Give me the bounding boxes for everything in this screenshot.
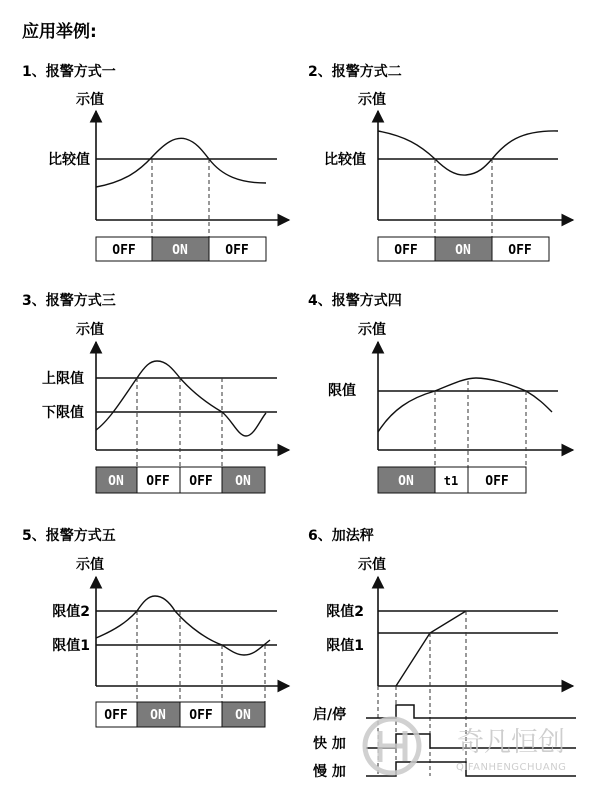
panel-1-seg-3-label: OFF	[225, 243, 249, 258]
panel-4-title: 4、报警方式四	[308, 293, 402, 309]
panel-5-seg-4-label: ON	[235, 708, 251, 723]
panel-1-title: 1、报警方式一	[22, 64, 116, 80]
panel-5-seg-1-label: OFF	[104, 708, 128, 723]
panel-5-upper-label: 限值2	[52, 604, 90, 620]
panel-4-seg-1-label: ON	[398, 474, 414, 489]
panel-6-start-stop-label: 启/停	[313, 707, 347, 723]
panel-5	[22, 527, 289, 727]
panel-5-title: 5、报警方式五	[22, 528, 116, 544]
panel-3-seg-3-label: OFF	[189, 474, 213, 489]
panel-6-slow-feed-label: 慢 加	[313, 764, 346, 780]
panel-3-ylabel: 示值	[76, 322, 104, 338]
panel-3-title: 3、报警方式三	[22, 293, 116, 309]
panel-6-fast-feed-label: 快 加	[313, 736, 346, 752]
panel-1-ylabel: 示值	[76, 92, 104, 108]
panel-2-seg-1-label: OFF	[394, 243, 418, 258]
panel-2-ylabel: 示值	[358, 92, 386, 108]
panel-4-seg-2-label: t1	[443, 474, 459, 488]
panel-3-seg-1-label: ON	[108, 474, 124, 489]
panel-5-seg-3-label: OFF	[189, 708, 213, 723]
panel-6-weight-curve	[396, 611, 466, 686]
panel-2-title: 2、报警方式二	[308, 64, 402, 80]
panel-1-seg-2-label: ON	[172, 243, 188, 258]
page-title: 应用举例:	[22, 22, 97, 42]
panel-6-lower-label: 限值1	[326, 638, 364, 654]
panel-3-curve	[96, 361, 266, 436]
panel-1-level-label: 比较值	[48, 152, 90, 168]
panel-6-title: 6、加法秤	[308, 528, 374, 544]
panel-2-curve	[378, 131, 558, 175]
panel-5-ylabel: 示值	[76, 557, 104, 573]
panel-1-curve	[96, 138, 266, 187]
panel-6-upper-label: 限值2	[326, 604, 364, 620]
panel-4-level-label: 限值	[328, 383, 356, 399]
panel-2	[308, 63, 573, 261]
panel-5-curve	[96, 596, 270, 655]
panel-3	[22, 292, 289, 493]
watermark-pinyin: QIFANHENGCHUANG	[456, 762, 567, 773]
panel-3-upper-label: 上限值	[42, 371, 84, 387]
panel-2-level-label: 比较值	[324, 152, 366, 168]
panel-2-seg-3-label: OFF	[508, 243, 532, 258]
panel-4-seg-3-label: OFF	[485, 474, 509, 489]
panel-6-start-stop-signal	[366, 705, 576, 718]
panel-6-ylabel: 示值	[358, 557, 386, 573]
watermark-brand: 奇凡恒创	[457, 727, 565, 758]
panel-3-lower-label: 下限值	[42, 405, 84, 421]
panel-4	[308, 292, 573, 493]
panel-3-seg-4-label: ON	[235, 474, 251, 489]
panel-1-seg-1-label: OFF	[112, 243, 136, 258]
panel-5-seg-2-label: ON	[150, 708, 166, 723]
panel-2-seg-2-label: ON	[455, 243, 471, 258]
panel-3-seg-2-label: OFF	[146, 474, 170, 489]
panel-5-lower-label: 限值1	[52, 638, 90, 654]
panel-4-ylabel: 示值	[358, 322, 386, 338]
watermark	[365, 719, 566, 773]
panel-1	[22, 63, 289, 261]
watermark-logo-icon	[365, 719, 419, 773]
